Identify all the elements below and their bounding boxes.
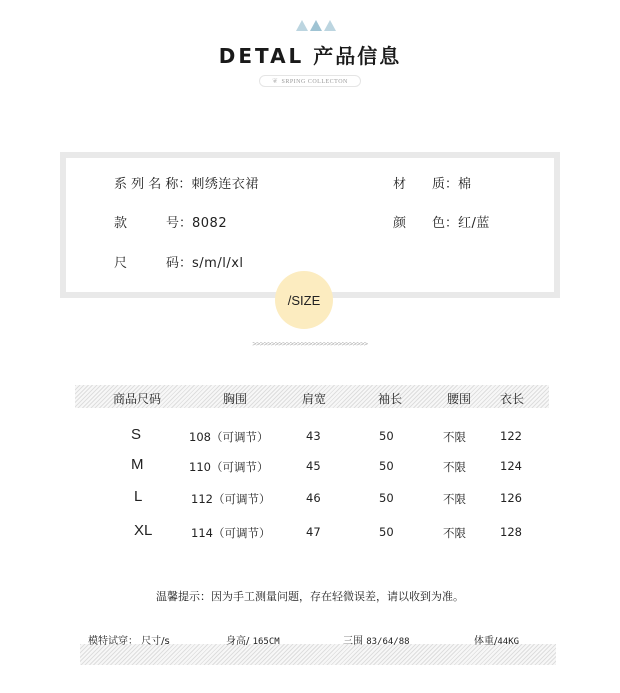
subtitle xyxy=(0,68,620,87)
cell-bust: 114（可调节） xyxy=(191,526,271,540)
info-code-value: 8082 xyxy=(192,216,228,231)
leaf-icon: ❦ xyxy=(272,77,279,85)
model-wear xyxy=(88,632,170,647)
info-material-label: 材 质： xyxy=(393,177,459,192)
header-size: 商品尺码 xyxy=(112,392,162,406)
title-en: DETAL xyxy=(218,44,305,68)
model-bust xyxy=(343,632,410,647)
subtitle-pill xyxy=(259,75,361,87)
size-badge-label: /SIZE xyxy=(287,292,321,308)
model-weight xyxy=(474,632,519,647)
triangle-ornament xyxy=(296,20,336,31)
measurement-note: 温馨提示：因为手工测量问题，存在轻微误差，请以收到为准。 xyxy=(156,590,464,603)
cell-shoulder: 47 xyxy=(306,525,321,539)
model-bust-value: 83/64/88 xyxy=(366,637,410,647)
info-code-label: 款 号： xyxy=(114,216,193,231)
model-wear-value: 尺寸/s xyxy=(141,636,170,647)
header-bust: 胸围 xyxy=(222,392,248,406)
arrow-divider: >>>>>>>>>>>>>>>>>>>>>>>>>>>>>>> xyxy=(252,340,368,348)
cell-length: 122 xyxy=(500,429,522,443)
cell-waist: 不限 xyxy=(443,526,466,540)
cell-shoulder: 46 xyxy=(306,491,321,505)
cell-bust: 110（可调节） xyxy=(189,460,269,474)
subtitle-text: SRPING COLLECTON xyxy=(281,79,348,85)
model-height xyxy=(226,632,280,647)
triangle-icon xyxy=(310,20,322,31)
cell-size: L xyxy=(134,488,143,505)
header-waist: 腰围 xyxy=(446,392,472,406)
info-code-row xyxy=(114,212,227,231)
cell-bust: 108（可调节） xyxy=(189,430,269,444)
model-height-value: 165CM xyxy=(252,637,280,647)
info-color-label: 颜 色： xyxy=(393,216,459,231)
cell-size: M xyxy=(131,456,144,473)
info-name-row xyxy=(114,173,259,192)
cell-waist: 不限 xyxy=(443,460,466,474)
info-size-row xyxy=(114,252,244,271)
info-name-label: 系 列 名 称： xyxy=(114,177,192,192)
info-size-label: 尺 码： xyxy=(114,256,193,271)
size-badge xyxy=(275,271,333,329)
cell-size: S xyxy=(131,426,142,443)
cell-size: XL xyxy=(134,522,153,539)
triangle-icon xyxy=(296,20,308,31)
info-size-value: s/m/l/xl xyxy=(192,256,244,271)
cell-sleeve: 50 xyxy=(379,525,394,539)
header-sleeve: 袖长 xyxy=(377,392,403,406)
info-color-row xyxy=(393,212,490,231)
cell-bust: 112（可调节） xyxy=(191,492,271,506)
size-table-header xyxy=(75,385,549,408)
cell-shoulder: 45 xyxy=(306,459,321,473)
model-height-label: 身高/ xyxy=(226,636,250,647)
info-name-value: 刺绣连衣裙 xyxy=(191,177,259,192)
info-color-value: 红/蓝 xyxy=(458,216,490,231)
cell-length: 126 xyxy=(500,491,522,505)
cell-length: 124 xyxy=(500,459,522,473)
title-cn: 产品信息 xyxy=(313,44,402,68)
triangle-icon xyxy=(324,20,336,31)
cell-waist: 不限 xyxy=(443,430,466,444)
cell-waist: 不限 xyxy=(443,492,466,506)
header-shoulder: 肩宽 xyxy=(301,392,327,406)
info-material-value: 棉 xyxy=(458,177,472,192)
cell-sleeve: 50 xyxy=(379,491,394,505)
cell-sleeve: 50 xyxy=(379,429,394,443)
model-info-bar xyxy=(80,644,556,665)
header-length: 衣长 xyxy=(499,392,525,406)
page-title xyxy=(0,40,620,69)
model-weight-value: 44KG xyxy=(497,637,520,647)
model-weight-label: 体重/ xyxy=(474,636,498,647)
cell-length: 128 xyxy=(500,525,522,539)
model-bust-label: 三围 xyxy=(343,636,363,647)
cell-sleeve: 50 xyxy=(379,459,394,473)
cell-shoulder: 43 xyxy=(306,429,321,443)
info-material-row xyxy=(393,173,472,192)
model-wear-label: 模特试穿： xyxy=(88,636,138,647)
